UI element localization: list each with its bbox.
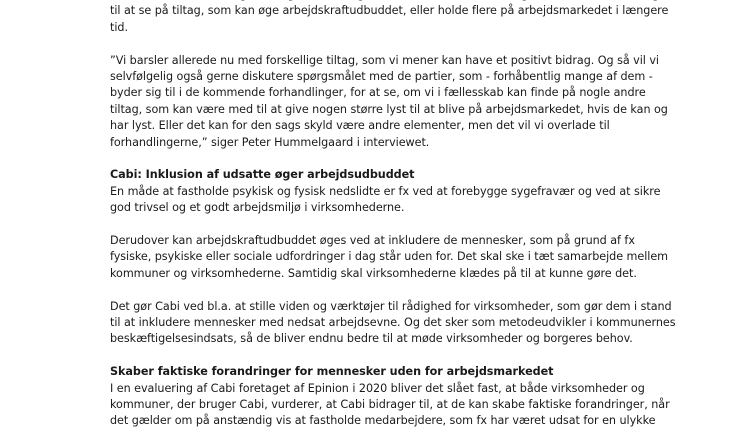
text-line: Derudover kan arbejdskraftudbuddet øges ved at inkludere de mennesker, som på grund af fx xyxy=(110,234,635,248)
article-body xyxy=(110,0,676,446)
text-line: I en evaluering af Cabi foretaget af Epinion i 2020 bliver det slået fast, at både virksomheder og xyxy=(110,381,645,395)
section-heading: Cabi: Inklusion af udsatte øger arbejdsudbuddet xyxy=(110,168,415,182)
text-line: det gælder om på anstændig vis at fastholde medarbejdere, som fx har været udsat for en ulykke xyxy=(110,414,656,428)
text-line: beskæftigelsesindsats, så de bliver endnu bedre til at møde virksomheder og borgeres behov. xyxy=(110,332,633,346)
text-line: Det gør Cabi ved bl.a. at stille viden og værktøjer til rådighed for virksomheder, som gør dem i stand xyxy=(110,299,672,313)
paragraph-quote xyxy=(110,53,668,151)
section-real-change xyxy=(110,364,670,430)
text-line: har lyst. Eller det kan for den sags skyld være andre elementer, men det vil vi overlade til xyxy=(110,119,610,133)
text-line: til at inkludere mennesker med nedsat arbejdsevne. Og det sker som metodeudvikler i kommunernes xyxy=(110,316,676,330)
text-line: til at se på tiltag, som kan øge arbejdskraftudbuddet, eller holde flere på arbejdsmarkedet i længere xyxy=(110,4,669,18)
paragraph-cabi-method xyxy=(110,299,676,348)
text-line: En måde at fastholde psykisk og fysisk nedslidte er fx ved at forebygge sygefravær og ved at sikre xyxy=(110,184,661,198)
text-line: god trivsel og et godt arbejdsmiljø i virksomhederne. xyxy=(110,201,405,215)
section-heading: Skaber faktiske forandringer for mennesker uden for arbejdsmarkedet xyxy=(110,365,554,379)
text-line: kommuner og virksomhederne. Samtidig skal virksomhederne klædes på til at kunne gøre det. xyxy=(110,266,637,280)
section-text xyxy=(110,184,661,217)
text-line: tiltag, som kan være med til at give nogen større lyst til at blive på arbejdsmarkedet, hvis de kan og xyxy=(110,102,668,116)
section-text xyxy=(110,381,670,430)
text-line: kommuner, der bruger Cabi, vurderer, at Cabi bidrager til, at de kan skabe faktiske forandringer, når xyxy=(110,398,670,412)
paragraph-intro xyxy=(110,0,669,36)
text-line: forhandlingerne,” siger Peter Hummelgaard i interviewet. xyxy=(110,135,430,149)
text-line: ”Vi barsler allerede nu med forskellige tiltag, som vi mener kan have et positivt bidrag. Og så vil vi xyxy=(110,53,659,67)
section-cabi-inclusion xyxy=(110,167,661,216)
paragraph-workforce xyxy=(110,233,669,282)
text-line: fysiske, psykiske eller sociale udfordringer i dag står uden for. Det skal ske i tæt samarbejde mellem xyxy=(110,250,669,264)
text-line: tid. xyxy=(110,20,128,34)
text-line: selvfølgelig også gerne diskutere spørgsmålet med de partier, som - forhåbentlig mange af dem - xyxy=(110,70,653,84)
text-line: byder sig til i de kommende forhandlinger, for at se, om vi i fællesskab kan finde på nogle andre xyxy=(110,86,646,100)
